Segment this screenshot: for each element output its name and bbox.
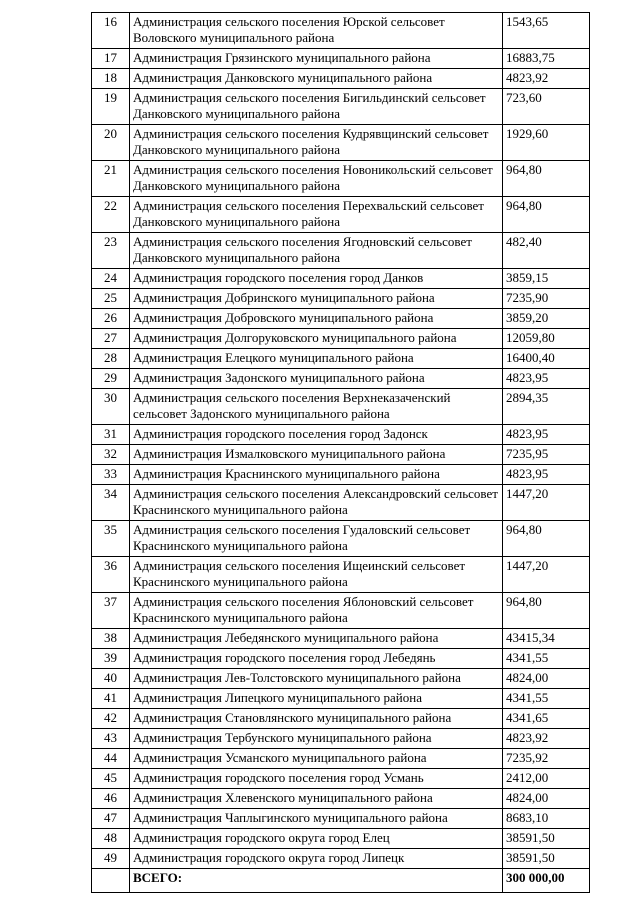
row-organization: Администрация городского поселения город Данков <box>130 269 503 289</box>
table-row <box>92 789 590 809</box>
row-amount: 7235,92 <box>503 749 590 769</box>
row-number: 41 <box>92 689 130 709</box>
table-row <box>92 69 590 89</box>
table-row <box>92 13 590 49</box>
row-number: 21 <box>92 161 130 197</box>
table-row <box>92 485 590 521</box>
row-number: 47 <box>92 809 130 829</box>
row-organization: Администрация городского округа город Елец <box>130 829 503 849</box>
row-organization: Администрация Чаплыгинского муниципального района <box>130 809 503 829</box>
row-number: 32 <box>92 445 130 465</box>
table-row <box>92 49 590 69</box>
row-number: 18 <box>92 69 130 89</box>
row-organization: Администрация Грязинского муниципального района <box>130 49 503 69</box>
row-amount: 4824,00 <box>503 789 590 809</box>
row-number: 36 <box>92 557 130 593</box>
total-row <box>92 869 590 893</box>
row-number: 35 <box>92 521 130 557</box>
table-row <box>92 389 590 425</box>
row-organization: Администрация городского поселения город Усмань <box>130 769 503 789</box>
row-amount: 1929,60 <box>503 125 590 161</box>
table-row <box>92 369 590 389</box>
row-number: 23 <box>92 233 130 269</box>
row-organization: Администрация Краснинского муниципального района <box>130 465 503 485</box>
row-number: 25 <box>92 289 130 309</box>
row-number: 48 <box>92 829 130 849</box>
row-amount: 16400,40 <box>503 349 590 369</box>
row-amount: 1447,20 <box>503 557 590 593</box>
total-row-sum: 300 000,00 <box>503 869 590 893</box>
row-number: 31 <box>92 425 130 445</box>
row-number: 45 <box>92 769 130 789</box>
row-organization: Администрация Тербунского муниципального района <box>130 729 503 749</box>
row-amount: 1447,20 <box>503 485 590 521</box>
row-organization: Администрация городского округа город Липецк <box>130 849 503 869</box>
row-organization: Администрация сельского поселения Бигильдинский сельсовет Данковского муниципального района <box>130 89 503 125</box>
row-number: 24 <box>92 269 130 289</box>
table-row <box>92 125 590 161</box>
table-row <box>92 749 590 769</box>
table-body <box>92 13 590 893</box>
row-amount: 4341,65 <box>503 709 590 729</box>
table-row <box>92 161 590 197</box>
row-amount: 7235,90 <box>503 289 590 309</box>
row-amount: 8683,10 <box>503 809 590 829</box>
table-row <box>92 809 590 829</box>
row-organization: Администрация Данковского муниципального района <box>130 69 503 89</box>
row-organization: Администрация Усманского муниципального района <box>130 749 503 769</box>
table-row <box>92 89 590 125</box>
row-amount: 4823,95 <box>503 465 590 485</box>
row-number: 28 <box>92 349 130 369</box>
row-amount: 4823,92 <box>503 69 590 89</box>
allocation-table <box>91 12 590 893</box>
row-amount: 964,80 <box>503 521 590 557</box>
table-row <box>92 309 590 329</box>
row-number: 40 <box>92 669 130 689</box>
table-row <box>92 329 590 349</box>
row-amount: 38591,50 <box>503 849 590 869</box>
row-organization: Администрация Долгоруковского муниципального района <box>130 329 503 349</box>
row-organization: Администрация сельского поселения Юрской сельсовет Воловского муниципального района <box>130 13 503 49</box>
row-amount: 3859,15 <box>503 269 590 289</box>
row-organization: Администрация сельского поселения Ищеинский сельсовет Краснинского муниципального района <box>130 557 503 593</box>
row-amount: 12059,80 <box>503 329 590 349</box>
table-row <box>92 521 590 557</box>
row-amount: 4341,55 <box>503 649 590 669</box>
row-amount: 16883,75 <box>503 49 590 69</box>
row-amount: 38591,50 <box>503 829 590 849</box>
row-organization: Администрация сельского поселения Ягодновский сельсовет Данковского муниципального района <box>130 233 503 269</box>
row-number: 37 <box>92 593 130 629</box>
table-row <box>92 729 590 749</box>
row-number: 46 <box>92 789 130 809</box>
table-row <box>92 829 590 849</box>
row-amount: 2412,00 <box>503 769 590 789</box>
row-amount: 4341,55 <box>503 689 590 709</box>
table-row <box>92 629 590 649</box>
row-number: 19 <box>92 89 130 125</box>
table-row <box>92 269 590 289</box>
row-organization: Администрация городского поселения город Задонск <box>130 425 503 445</box>
row-organization: Администрация Измалковского муниципального района <box>130 445 503 465</box>
table-row <box>92 669 590 689</box>
total-row-number <box>92 869 130 893</box>
row-organization: Администрация Добринского муниципального района <box>130 289 503 309</box>
row-organization: Администрация Лев-Толстовского муниципального района <box>130 669 503 689</box>
row-organization: Администрация сельского поселения Верхнеказаченский сельсовет Задонского муниципального района <box>130 389 503 425</box>
row-amount: 964,80 <box>503 197 590 233</box>
row-number: 30 <box>92 389 130 425</box>
row-number: 17 <box>92 49 130 69</box>
row-amount: 482,40 <box>503 233 590 269</box>
table-row <box>92 709 590 729</box>
row-amount: 4823,95 <box>503 425 590 445</box>
row-amount: 964,80 <box>503 593 590 629</box>
row-amount: 3859,20 <box>503 309 590 329</box>
table-row <box>92 557 590 593</box>
row-organization: Администрация Липецкого муниципального района <box>130 689 503 709</box>
row-number: 34 <box>92 485 130 521</box>
row-organization: Администрация Хлевенского муниципального района <box>130 789 503 809</box>
row-amount: 7235,95 <box>503 445 590 465</box>
row-amount: 4823,92 <box>503 729 590 749</box>
row-number: 16 <box>92 13 130 49</box>
row-number: 49 <box>92 849 130 869</box>
row-number: 38 <box>92 629 130 649</box>
row-amount: 1543,65 <box>503 13 590 49</box>
table-row <box>92 849 590 869</box>
row-amount: 4823,95 <box>503 369 590 389</box>
row-amount: 43415,34 <box>503 629 590 649</box>
row-number: 29 <box>92 369 130 389</box>
table-row <box>92 197 590 233</box>
row-number: 33 <box>92 465 130 485</box>
table-row <box>92 593 590 629</box>
row-organization: Администрация сельского поселения Перехвальский сельсовет Данковского муниципального района <box>130 197 503 233</box>
row-number: 39 <box>92 649 130 669</box>
table-row <box>92 233 590 269</box>
row-organization: Администрация Задонского муниципального района <box>130 369 503 389</box>
row-amount: 2894,35 <box>503 389 590 425</box>
row-organization: Администрация Становлянского муниципального района <box>130 709 503 729</box>
row-number: 22 <box>92 197 130 233</box>
row-organization: Администрация Лебедянского муниципального района <box>130 629 503 649</box>
row-organization: Администрация Добровского муниципального района <box>130 309 503 329</box>
row-amount: 964,80 <box>503 161 590 197</box>
row-organization: Администрация Елецкого муниципального района <box>130 349 503 369</box>
row-number: 44 <box>92 749 130 769</box>
row-organization: Администрация сельского поселения Александровский сельсовет Краснинского муниципального района <box>130 485 503 521</box>
row-organization: Администрация сельского поселения Кудрявщинский сельсовет Данковского муниципального района <box>130 125 503 161</box>
row-amount: 723,60 <box>503 89 590 125</box>
table-row <box>92 689 590 709</box>
table-row <box>92 445 590 465</box>
row-number: 42 <box>92 709 130 729</box>
row-number: 43 <box>92 729 130 749</box>
row-number: 27 <box>92 329 130 349</box>
table-row <box>92 649 590 669</box>
row-number: 26 <box>92 309 130 329</box>
row-amount: 4824,00 <box>503 669 590 689</box>
row-organization: Администрация сельского поселения Новоникольский сельсовет Данковского муниципального района <box>130 161 503 197</box>
table-row <box>92 769 590 789</box>
table-row <box>92 289 590 309</box>
row-organization: Администрация сельского поселения Гудаловский сельсовет Краснинского муниципального района <box>130 521 503 557</box>
row-number: 20 <box>92 125 130 161</box>
row-organization: Администрация городского поселения город Лебедянь <box>130 649 503 669</box>
total-row-label: ВСЕГО: <box>130 869 503 893</box>
table-row <box>92 349 590 369</box>
table-row <box>92 465 590 485</box>
row-organization: Администрация сельского поселения Яблоновский сельсовет Краснинского муниципального района <box>130 593 503 629</box>
table-row <box>92 425 590 445</box>
